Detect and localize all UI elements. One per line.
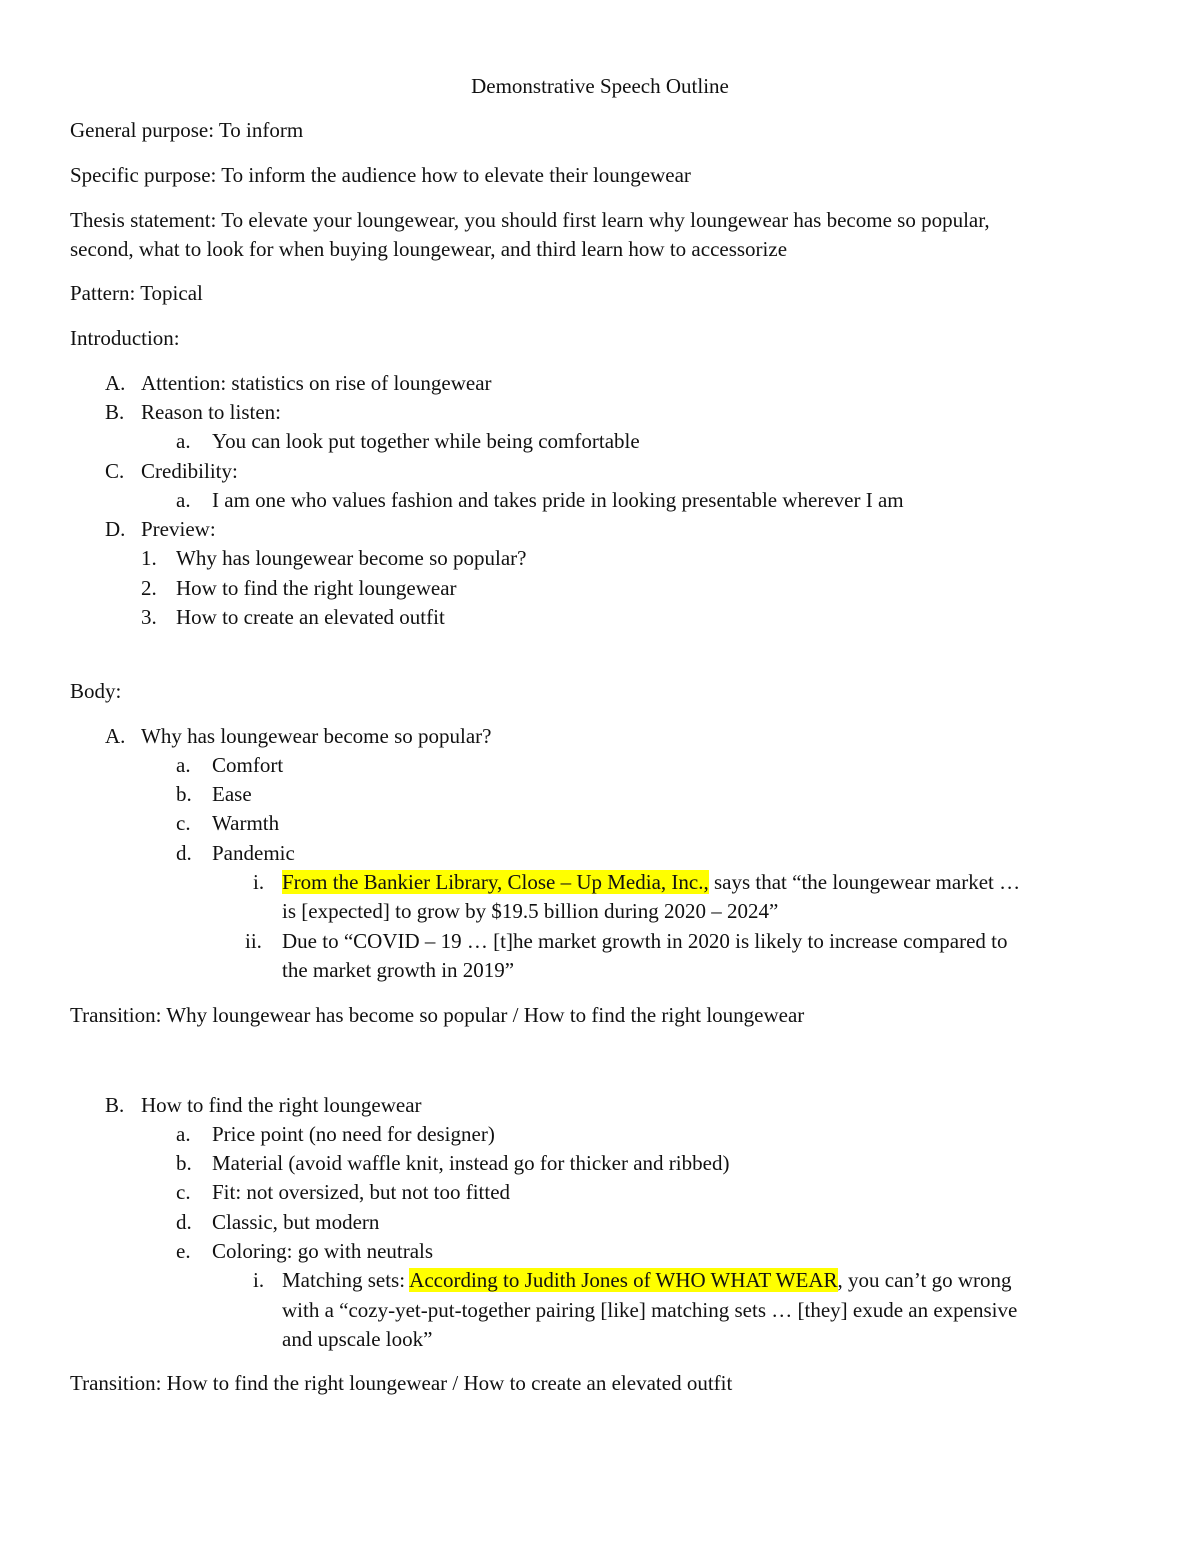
- outline-marker: c.: [176, 1180, 191, 1204]
- highlighted-citation: According to Judith Jones of WHO WHAT WEAR: [409, 1268, 838, 1292]
- covid-quote: Due to “COVID – 19 … [t]he market growth in 2020 is likely to increase compared to: [282, 929, 1008, 953]
- thesis-statement-line-2: second, what to look for when buying loungewear, and third learn how to accessorize: [70, 237, 788, 261]
- quote-continuation: and upscale look”: [282, 1327, 433, 1351]
- source-quote-bankier: [282, 868, 1020, 896]
- section-b-item: Fit: not oversized, but not too fitted: [212, 1180, 511, 1204]
- outline-marker: i.: [253, 870, 265, 894]
- quote-text: says that “the loungewear market …: [708, 870, 1021, 894]
- outline-marker: ii.: [245, 929, 262, 953]
- section-b-item: Price point (no need for designer): [212, 1122, 495, 1146]
- body-section-b-heading: How to find the right loungewear: [141, 1093, 422, 1117]
- section-a-item: Comfort: [212, 753, 284, 777]
- outline-marker: B.: [105, 1093, 125, 1117]
- specific-purpose: Specific purpose: To inform the audience how to elevate their loungewear: [70, 163, 691, 187]
- outline-marker: e.: [176, 1239, 191, 1263]
- body-section-a-heading: Why has loungewear become so popular?: [141, 724, 492, 748]
- outline-marker: 2.: [141, 576, 157, 600]
- outline-marker: c.: [176, 811, 191, 835]
- quote-continuation: is [expected] to grow by $19.5 billion during 2020 – 2024”: [282, 899, 779, 923]
- outline-marker: a.: [176, 429, 191, 453]
- preview-item: How to find the right loungewear: [176, 576, 457, 600]
- quote-prefix: Matching sets:: [282, 1268, 410, 1292]
- section-a-item: Warmth: [212, 811, 280, 835]
- intro-reason-item: You can look put together while being comfortable: [212, 429, 640, 453]
- source-quote-judith-jones: [282, 1266, 1012, 1294]
- quote-continuation: the market growth in 2019”: [282, 958, 515, 982]
- quote-text: , you can’t go wrong: [837, 1268, 1012, 1292]
- body-heading: Body:: [70, 679, 122, 703]
- outline-marker: d.: [176, 841, 192, 865]
- quote-continuation: with a “cozy-yet-put-together pairing [like] matching sets … [they] exude an expensive: [282, 1298, 1018, 1322]
- outline-marker: b.: [176, 782, 192, 806]
- transition-1: Transition: Why loungewear has become so popular / How to find the right loungewear: [70, 1003, 805, 1027]
- transition-2: Transition: How to find the right loungewear / How to create an elevated outfit: [70, 1371, 733, 1395]
- intro-credibility-item: I am one who values fashion and takes pride in looking presentable wherever I am: [212, 488, 904, 512]
- outline-marker: i.: [253, 1268, 265, 1292]
- preview-item: Why has loungewear become so popular?: [176, 546, 527, 570]
- intro-attention: Attention: statistics on rise of loungewear: [141, 371, 492, 395]
- outline-marker: a.: [176, 753, 191, 777]
- pattern: Pattern: Topical: [70, 281, 203, 305]
- intro-preview: Preview:: [141, 517, 216, 541]
- outline-marker: d.: [176, 1210, 192, 1234]
- outline-marker: 1.: [141, 546, 157, 570]
- preview-item: How to create an elevated outfit: [176, 605, 445, 629]
- general-purpose: General purpose: To inform: [70, 118, 304, 142]
- outline-marker: a.: [176, 1122, 191, 1146]
- section-a-item: Ease: [212, 782, 252, 806]
- outline-marker: D.: [105, 517, 126, 541]
- outline-marker: C.: [105, 459, 125, 483]
- highlighted-citation: From the Bankier Library, Close – Up Media, Inc.,: [282, 870, 709, 894]
- outline-marker: A.: [105, 724, 126, 748]
- document-title: Demonstrative Speech Outline: [471, 74, 729, 98]
- outline-marker: A.: [105, 371, 126, 395]
- thesis-statement-line-1: Thesis statement: To elevate your loungewear, you should first learn why loungewear has become so popular,: [70, 208, 990, 232]
- section-b-item: Material (avoid waffle knit, instead go for thicker and ribbed): [212, 1151, 730, 1175]
- section-b-item: Coloring: go with neutrals: [212, 1239, 434, 1263]
- introduction-heading: Introduction:: [70, 326, 180, 350]
- section-b-item: Classic, but modern: [212, 1210, 380, 1234]
- outline-marker: a.: [176, 488, 191, 512]
- intro-reason-to-listen: Reason to listen:: [141, 400, 281, 424]
- intro-credibility: Credibility:: [141, 459, 238, 483]
- outline-marker: b.: [176, 1151, 192, 1175]
- section-a-item: Pandemic: [212, 841, 295, 865]
- outline-marker: 3.: [141, 605, 157, 629]
- outline-marker: B.: [105, 400, 125, 424]
